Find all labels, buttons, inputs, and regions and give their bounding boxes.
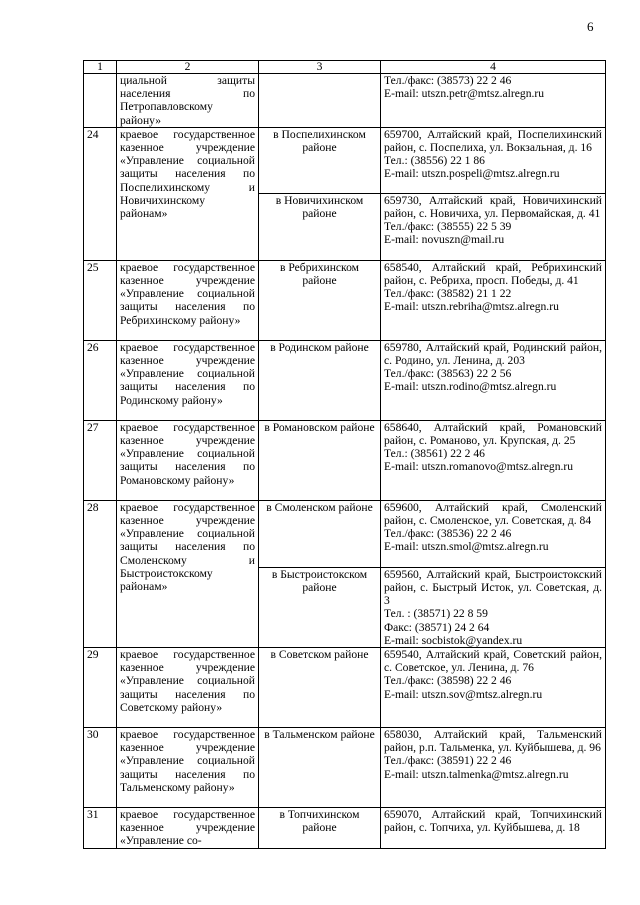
district-name — [259, 74, 381, 128]
contact-details: 659700, Алтайский край, Поспелихинский район, с. Поспелиха, ул. Вокзальная, д. 16 Тел.: (38556) 22 1 86 E-mail: utszn.pospeli@mtsz.alregn.ru — [384, 127, 602, 181]
institution-name: краевое государственное казенное учреждение «Управление социальной защиты населения по Родинскому району» — [117, 340, 259, 420]
institution-name: краевое государственное казенное учреждение «Управление социальной защиты населения по Ребрихинскому району» — [117, 260, 259, 340]
table-row — [84, 127, 606, 193]
row-number: 27 — [84, 420, 117, 500]
institution-name: краевое государственное казенное учреждение «Управление социальной защиты населения по Советскому району» — [117, 648, 259, 728]
table-row — [84, 808, 606, 849]
district-name: в Ребрихинском районе — [259, 260, 381, 340]
contact-details: 659540, Алтайский край, Советский район, с. Советское, ул. Ленина, д. 76 Тел./факс: (38598) 22 2 46 E-mail: utszn.sov@mtsz.alregn.ru — [384, 648, 602, 701]
district-name: в Новичихинском районе — [259, 193, 381, 260]
row-number: 25 — [84, 260, 117, 340]
institution-name: краевое государственное казенное учреждение «Управление социальной защиты населения по Тальменскому району» — [117, 728, 259, 808]
district-name: в Романовском районе — [259, 420, 381, 500]
header-cell: 4 — [381, 61, 606, 74]
row-number: 31 — [84, 808, 117, 849]
table-row — [84, 420, 606, 500]
contact-details: 659730, Алтайский край, Новичихинский район, с. Новичиха, ул. Первомайская, д. 41 Тел./факс: (38555) 22 5 39 E-mail: novuszn@mail.ru — [384, 193, 602, 247]
header-cell: 2 — [117, 61, 259, 74]
table-row — [84, 340, 606, 420]
institution-name: циальной защиты населения по Петропавловскому району» — [117, 74, 259, 128]
header-cell: 3 — [259, 61, 381, 74]
contact-details: 659780, Алтайский край, Родинский район, с. Родино, ул. Ленина, д. 203 Тел./факс: (38563) 22 2 56 E-mail: utszn.rodino@mtsz.alregn.ru — [384, 340, 602, 394]
row-number — [84, 74, 117, 128]
contact-details: 659070, Алтайский край, Топчихинский район, с. Топчиха, ул. Куйбышева, д. 18 — [384, 808, 602, 835]
row-number: 24 — [84, 127, 117, 260]
row-number: 28 — [84, 500, 117, 647]
district-name: в Топчихинском районе — [259, 808, 381, 849]
district-name: в Смоленском районе — [259, 500, 381, 567]
contact-details: 658640, Алтайский край, Романовский район, с. Романово, ул. Крупская, д. 25 Тел.: (38561) 22 2 46 E-mail: utszn.romanovo@mtsz.alregn.ru — [384, 420, 602, 474]
header-row — [84, 61, 606, 74]
institution-name: краевое государственное казенное учреждение «Управление со- — [117, 808, 259, 849]
contact-details: 659600, Алтайский край, Смоленский район, с. Смоленское, ул. Советская, д. 84 Тел./факс: (38536) 22 2 46 E-mail: utszn.smol@mtsz.alregn.ru — [384, 500, 602, 554]
row-number: 30 — [84, 728, 117, 808]
table-row — [84, 648, 606, 728]
district-name: в Поспелихинском районе — [259, 127, 381, 193]
institution-name: краевое государственное казенное учреждение «Управление социальной защиты населения по Поспелихинскому и Новичихинскому районам» — [117, 127, 259, 260]
district-name: в Советском районе — [259, 648, 381, 728]
row-number: 29 — [84, 648, 117, 728]
table-row — [84, 500, 606, 567]
district-name: в Быстроистокском районе — [259, 567, 381, 647]
header-cell: 1 — [84, 61, 117, 74]
table-row — [84, 74, 606, 128]
institution-name: краевое государственное казенное учреждение «Управление социальной защиты населения по Смоленскому и Быстроистокскому районам» — [117, 500, 259, 647]
page-number: 6 — [587, 19, 594, 34]
district-name: в Тальменском районе — [259, 728, 381, 808]
table-row — [84, 728, 606, 808]
contact-details: 658030, Алтайский край, Тальменский район, р.п. Тальменка, ул. Куйбышева, д. 96 Тел./факс: (38591) 22 2 46 E-mail: utszn.talmenka@mtsz.alregn.ru — [384, 728, 602, 781]
institutions-table — [83, 60, 606, 849]
table-row — [84, 260, 606, 340]
contact-details: 658540, Алтайский край, Ребрихинский район, с. Ребриха, просп. Победы, д. 41 Тел./факс: (38582) 21 1 22 E-mail: utszn.rebriha@mtsz.alregn.ru — [384, 260, 602, 314]
contact-details: Тел./факс: (38573) 22 2 46 E-mail: utszn.petr@mtsz.alregn.ru — [384, 74, 545, 101]
contact-details: 659560, Алтайский край, Быстроистокский район, с. Быстрый Исток, ул. Советская, д. 3 Тел. : (38571) 22 8 59 Факс: (38571) 24 2 64 E-mail: socbistok@yandex.ru — [384, 567, 602, 647]
institution-name: краевое государственное казенное учреждение «Управление социальной защиты населения по Романовскому району» — [117, 420, 259, 500]
district-name: в Родинском районе — [259, 340, 381, 420]
row-number: 26 — [84, 340, 117, 420]
